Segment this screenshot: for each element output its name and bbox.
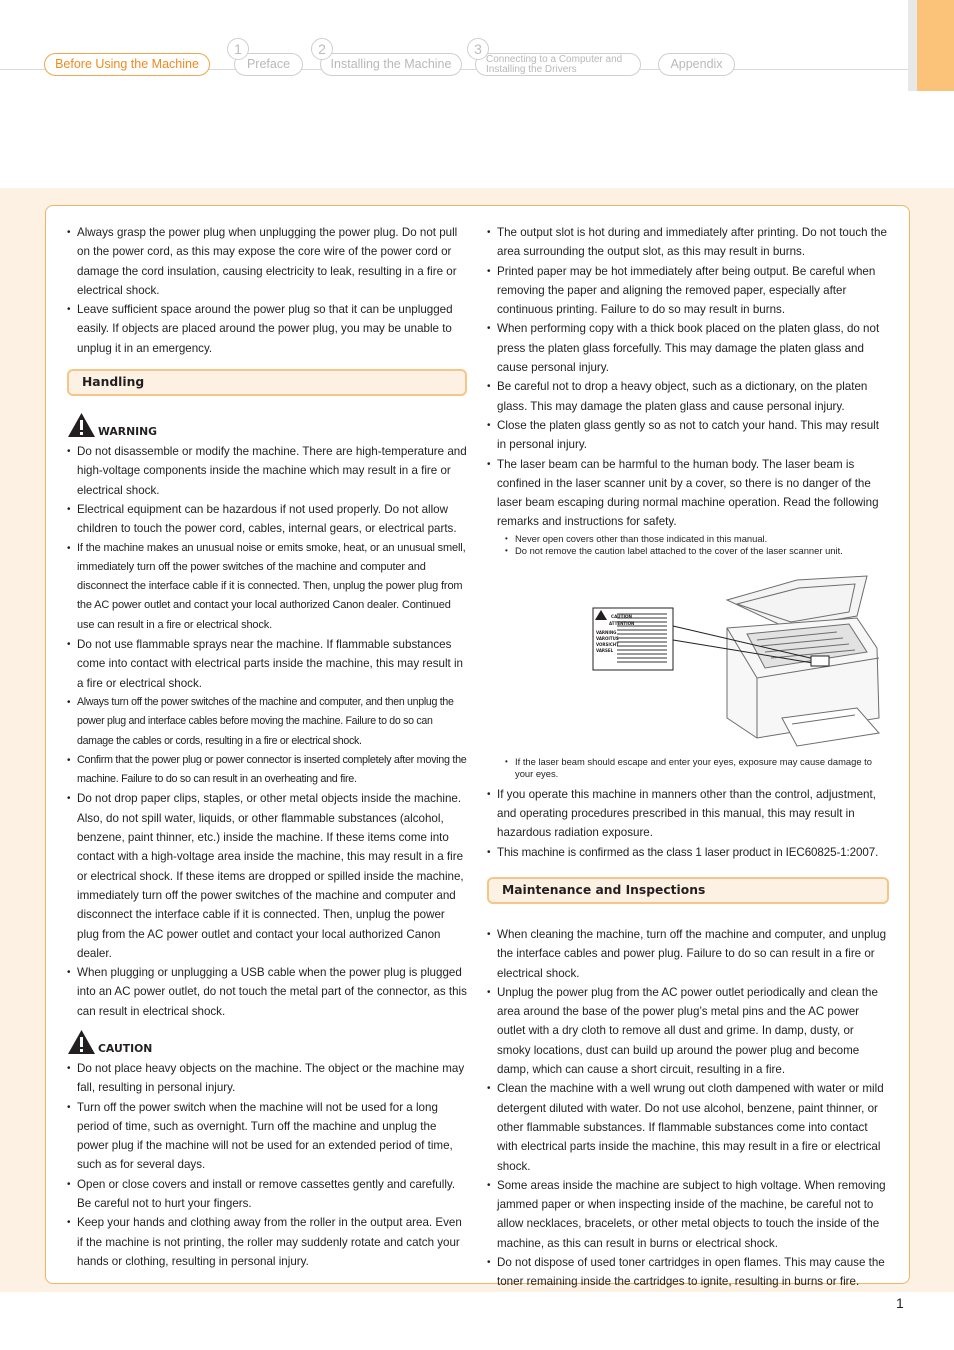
list-item: • If you operate this machine in manners other than the control, adjustment, and operating procedures prescribed in this manual, this may result in hazardous radiation exposure. xyxy=(487,785,889,843)
list-item: • If the machine makes an unusual noise or emits smoke, heat, or an unusual smell, immediately turn off the power switches of the machine and computer and disconnect the interface cable if it is connected. Then, unplug the power plug from the AC power outlet and contact your local authorized Canon dealer. Continued use can result in a fire or electrical shock. xyxy=(67,539,467,635)
list-item: • Leave sufficient space around the power plug so that it can be unplugged easily. If objects are placed around the power plug, you may be unable to unplug it in an emergency. xyxy=(67,300,467,358)
printer-laser-label-figure xyxy=(587,568,887,748)
tab-number-2: 2 xyxy=(311,38,333,60)
maintenance-list xyxy=(487,925,889,1292)
tab-number-3: 3 xyxy=(467,38,489,60)
caution-triangle-icon xyxy=(67,1029,96,1055)
sticker-line-1: ATTENTION xyxy=(609,620,635,626)
list-item: • When plugging or unplugging a USB cable when the power plug is plugged into an AC power outlet, do not touch the metal part of the connector, as this can result in electrical shock. xyxy=(67,963,467,1021)
laser-eye-sub-list xyxy=(505,756,889,781)
list-item: • The laser beam can be harmful to the human body. The laser beam is confined in the laser scanner unit by a cover, so there is no danger of the laser beam escaping during normal machine operation. Read the following remarks and instructions for safety. xyxy=(487,455,889,532)
sticker-line-4: VORSICHT xyxy=(596,641,619,647)
list-item: • Do not remove the caution label attached to the cover of the laser scanner unit. xyxy=(505,545,889,558)
tab-preface[interactable]: Preface xyxy=(234,53,303,76)
list-item: • Never open covers other than those indicated in this manual. xyxy=(505,533,889,546)
tab-connecting[interactable] xyxy=(475,53,641,76)
list-item: • Clean the machine with a well wrung out cloth dampened with water or mild detergent diluted with water. Do not use alcohol, benzene, paint thinner, or other flammable substances. If flammable substances come into contact with electrical parts inside the machine, this may result in a fire or electrical shock. xyxy=(487,1079,889,1175)
list-item: • Always turn off the power switches of the machine and computer, and then unplug the power plug and interface cables before moving the machine. Failure to do so can damage the cables or cords, resulting in a fire or electrical shock. xyxy=(67,693,467,751)
tab-before-using[interactable]: Before Using the Machine xyxy=(44,53,210,76)
list-item: • Be careful not to drop a heavy object, such as a dictionary, on the platen glass. This may damage the platen glass and cause personal injury. xyxy=(487,377,889,416)
side-tab-gray xyxy=(908,0,917,91)
maintenance-heading: Maintenance and Inspections xyxy=(487,877,889,904)
warning-triangle-icon xyxy=(67,412,96,438)
list-item: • Do not dispose of used toner cartridges in open flames. This may cause the toner remaining inside the cartridges to ignite, resulting in burns or fire. xyxy=(487,1253,889,1292)
laser-sub-list xyxy=(505,533,889,558)
handling-heading: Handling xyxy=(67,369,467,396)
caution-list xyxy=(67,1059,467,1271)
list-item: • This machine is confirmed as the class 1 laser product in IEC60825-1:2007. xyxy=(487,843,889,862)
output-safety-list xyxy=(487,223,889,532)
list-item: • Open or close covers and install or remove cassettes gently and carefully. Be careful not to hurt your fingers. xyxy=(67,1175,467,1214)
printer-illustration xyxy=(587,568,887,748)
tab-connecting-line1: Connecting to a Computer and xyxy=(486,54,623,65)
list-item: • Keep your hands and clothing away from the roller in the output area. Even if the machine is not printing, the roller may suddenly rotate and catch your hands or clothing, resulting in personal injury. xyxy=(67,1213,467,1271)
list-item: • Do not drop paper clips, staples, or other metal objects inside the machine. Also, do not spill water, liquids, or other flammable substances (alcohol, benzene, paint thinner, etc.) inside the machine. If these items come into contact with a high-voltage area inside the machine, this may result in a fire or electrical shock. If these items are dropped or spilled inside the machine, immediately turn off the power switches of the machine and computer and disconnect the interface cable if it is connected. Then, unplug the power plug from the AC power outlet and contact your local authorized Canon dealer. xyxy=(67,789,467,963)
warning-heading xyxy=(67,412,467,438)
list-item: • Do not use flammable sprays near the machine. If flammable substances come into contact with electrical parts inside the machine, this may result in a fire or electrical shock. xyxy=(67,635,467,693)
list-item: • Unplug the power plug from the AC power outlet periodically and clean the area around the base of the power plug’s metal pins and the AC power outlet with a dry cloth to remove all dust and grime. In damp, dusty, or smoky locations, dust can build up around the power plug and become damp, which can cause a short circuit, resulting in a fire. xyxy=(487,983,889,1079)
caution-label-sticker xyxy=(593,608,673,670)
sticker-line-5: VARSEL xyxy=(596,647,614,653)
sticker-line-3: VAROITUS xyxy=(596,635,619,641)
list-item: • Always grasp the power plug when unplugging the power plug. Do not pull on the power cord, as this may expose the core wire of the power cord or damage the cord insulation, causing electricity to leak, resulting in a fire or electrical shock. xyxy=(67,223,467,300)
list-item: • Do not place heavy objects on the machine. The object or the machine may fall, resulting in personal injury. xyxy=(67,1059,467,1098)
caution-label: CAUTION xyxy=(98,1041,153,1055)
sticker-line-0: CAUTION xyxy=(611,613,633,619)
tab-number-1: 1 xyxy=(227,38,249,60)
warning-label: WARNING xyxy=(98,425,158,439)
list-item: • The output slot is hot during and immediately after printing. Do not touch the area surrounding the output slot, as this may result in burns. xyxy=(487,223,889,262)
list-item: • Some areas inside the machine are subject to high voltage. When removing jammed paper or when inspecting inside of the machine, be careful not to allow necklaces, bracelets, or other metal objects to touch the inside of the machine, as this can result in burns or electrical shock. xyxy=(487,1176,889,1253)
warning-list xyxy=(67,442,467,1021)
tab-connecting-line2: Installing the Drivers xyxy=(486,64,577,75)
right-column xyxy=(487,223,889,1292)
page-number: 1 xyxy=(896,1295,904,1311)
list-item: • Electrical equipment can be hazardous if not used properly. Do not allow children to touch the power cord, cables, internal gears, or electrical parts. xyxy=(67,500,467,539)
list-item: • Do not disassemble or modify the machine. There are high-temperature and high-voltage components inside the machine which may result in a fire or electrical shock. xyxy=(67,442,467,500)
caution-heading xyxy=(67,1029,467,1055)
left-column xyxy=(67,223,467,1271)
list-item: • If the laser beam should escape and enter your eyes, exposure may cause damage to your eyes. xyxy=(505,756,889,781)
laser-safety-list xyxy=(487,785,889,862)
side-tab-accent xyxy=(917,0,954,91)
list-item: • Turn off the power switch when the machine will not be used for a long period of time, such as overnight. Turn off the machine and unplug the power plug if the machine will not be used for an extended period of time, such as for several days. xyxy=(67,1098,467,1175)
list-item: • Printed paper may be hot immediately after being output. Be careful when removing the paper and aligning the removed paper, especially after continuous printing. Failure to do so may result in burns. xyxy=(487,262,889,320)
tab-appendix[interactable]: Appendix xyxy=(658,53,735,76)
list-item: • When cleaning the machine, turn off the machine and computer, and unplug the interface cables and power plug. Failure to do so can result in a fire or electrical shock. xyxy=(487,925,889,983)
tab-installing[interactable]: Installing the Machine xyxy=(320,53,462,76)
list-item: • When performing copy with a thick book placed on the platen glass, do not press the platen glass forcefully. This may damage the platen glass and cause personal injury. xyxy=(487,319,889,377)
intro-list xyxy=(67,223,467,358)
list-item: • Confirm that the power plug or power connector is inserted completely after moving the machine. Failure to do so can result in an overheating and fire. xyxy=(67,751,467,790)
list-item: • Close the platen glass gently so as not to catch your hand. This may result in personal injury. xyxy=(487,416,889,455)
sticker-line-2: VARNING xyxy=(596,629,617,635)
